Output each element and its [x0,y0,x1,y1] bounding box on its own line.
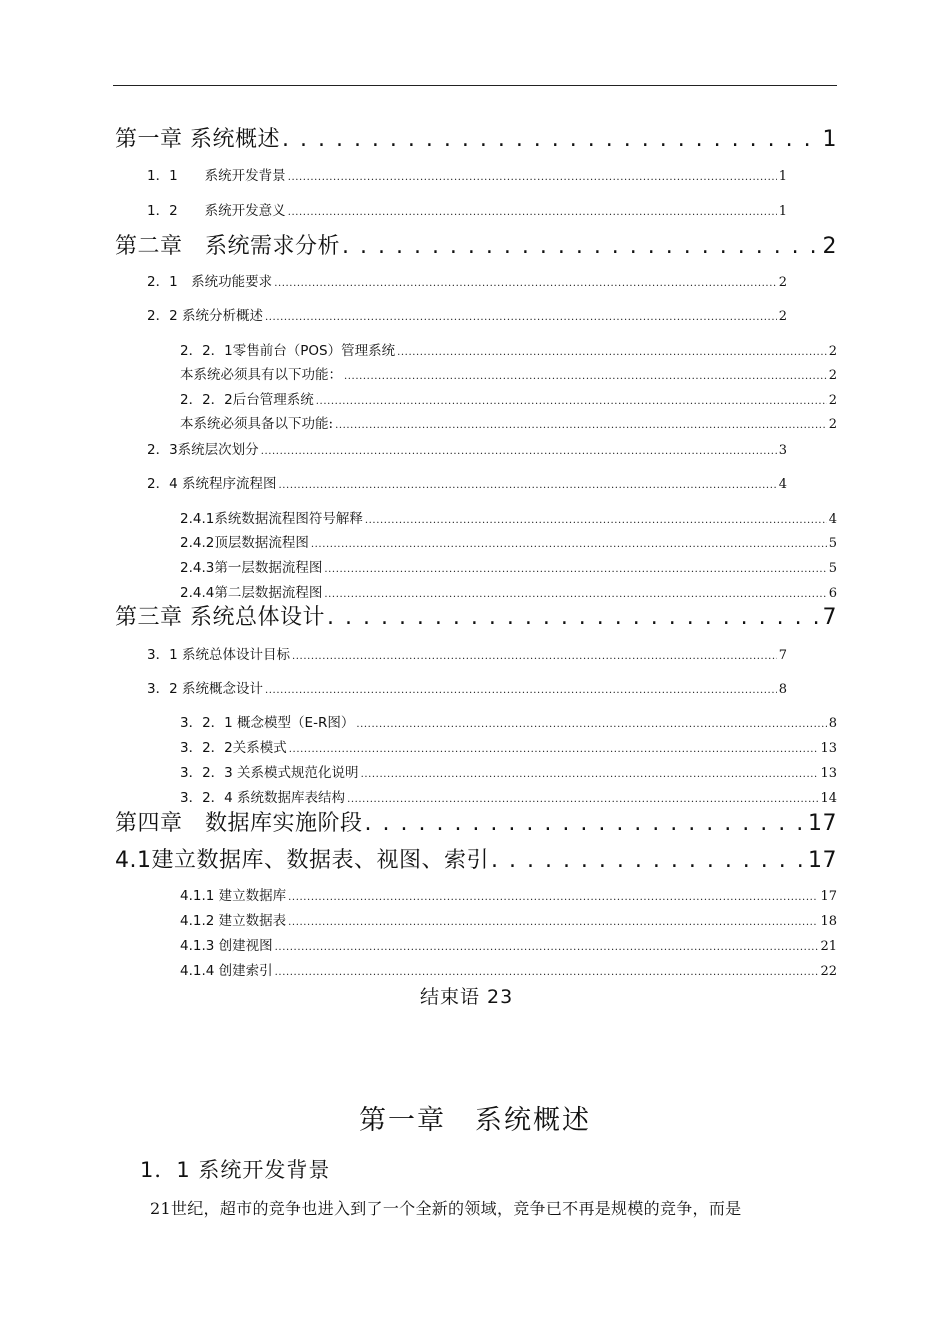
toc-page-number: 13 [820,741,837,756]
toc-entry[interactable] [147,304,787,324]
toc-entry[interactable] [180,339,837,359]
toc-entry-text: 4.1建立数据库、数据表、视图、索引 [115,848,489,873]
toc-leader [327,607,821,629]
toc-page-number: 1 [778,204,787,219]
toc-page-number: 2 [828,344,837,359]
toc-entry[interactable] [147,677,787,697]
toc-entry-text: 3．2．2关系模式 [180,740,287,756]
toc-entry[interactable] [147,164,787,184]
toc-entry-text: 4.1.1 建立数据库 [180,888,287,904]
toc-leader [288,913,818,929]
toc-page-number: 13 [820,766,837,781]
toc-entry-text: 3．2．3 关系模式规范化说明 [180,765,359,781]
toc-leader [289,740,819,756]
toc-entry-text: 3．2．1 概念模型（E-R图） [180,715,355,731]
header-rule [113,85,837,86]
toc-page-number: 8 [828,716,837,731]
toc-page-number: 2 [828,417,837,432]
toc-entry-text: 3．2 系统概念设计 [147,681,263,697]
toc-ending-entry[interactable]: 结束语 23 [420,986,514,1008]
toc-leader [311,535,827,551]
toc-leader [324,560,826,576]
toc-entry[interactable] [180,959,837,979]
toc-entry-text: 4.1.2 建立数据表 [180,913,287,929]
toc-page-number: 21 [820,939,837,954]
toc-leader [397,343,827,359]
toc-leader [344,367,827,383]
toc-leader [292,647,777,663]
toc-entry-text: 2．2 系统分析概述 [147,308,263,324]
toc-entry[interactable] [180,388,837,408]
toc-page-number: 2 [828,393,837,408]
toc-page-number: 1 [778,169,787,184]
toc-page-number: 17 [808,811,837,836]
toc-entry-text: 3．2．4 系统数据库表结构 [180,790,346,806]
toc-page-number: 17 [808,848,837,873]
toc-entry-text: 1．1 系统开发背景 [147,168,286,184]
toc-leader [288,203,777,219]
toc-entry[interactable] [115,122,837,153]
toc-page-number: 2 [822,234,837,259]
toc-entry[interactable] [180,786,837,806]
toc-entry-text: 本系统必须具备以下功能: [180,416,334,432]
toc-leader [282,129,821,151]
toc-entry-text: 4.1.3 创建视图 [180,938,273,954]
toc-leader [288,168,777,184]
toc-leader [278,476,776,492]
toc-entry-text: 第三章 系统总体设计 [115,605,325,630]
toc-entry[interactable] [180,736,837,756]
toc-entry[interactable] [180,581,837,601]
toc-leader [342,236,820,258]
toc-entry-text: 第四章 数据库实施阶段 [115,811,363,836]
toc-leader [274,274,777,290]
toc-entry-text: 2．2．2后台管理系统 [180,392,314,408]
toc-page-number: 2 [828,368,837,383]
toc-entry[interactable] [180,761,837,781]
toc-entry[interactable] [147,472,787,492]
toc-entry[interactable] [115,600,837,631]
toc-entry[interactable] [180,363,837,383]
toc-entry-text: 2．1 系统功能要求 [147,274,273,290]
toc-entry[interactable] [115,806,837,837]
toc-page-number: 2 [778,309,787,324]
toc-page-number: 6 [828,586,837,601]
toc-entry[interactable] [180,711,837,731]
toc-leader [347,790,818,806]
toc-page-number: 22 [820,964,837,979]
toc-entry[interactable] [147,270,787,290]
toc-entry[interactable] [115,843,837,874]
toc-leader [265,308,777,324]
section-title: 1．1 系统开发背景 [140,1158,331,1182]
toc-leader [288,888,818,904]
toc-entry-text: 1．2 系统开发意义 [147,203,286,219]
toc-entry-text: 2.4.4第二层数据流程图 [180,585,323,601]
toc-entry[interactable] [180,531,837,551]
toc-entry-text: 第一章 系统概述 [115,127,280,152]
toc-entry[interactable] [147,643,787,663]
toc-entry[interactable] [147,438,787,458]
toc-entry[interactable] [115,229,837,260]
toc-entry-text: 第二章 系统需求分析 [115,234,341,259]
toc-entry[interactable] [180,884,837,904]
chapter-title: 第一章 系统概述 [359,1105,591,1136]
toc-leader [491,850,806,872]
toc-entry-text: 2.4.3第一层数据流程图 [180,560,323,576]
toc-leader [261,442,777,458]
toc-page-number: 14 [820,791,837,806]
toc-entry[interactable] [180,909,837,929]
toc-page-number: 5 [828,561,837,576]
toc-entry[interactable] [180,556,837,576]
toc-page-number: 7 [778,648,787,663]
toc-entry-text: 3．1 系统总体设计目标 [147,647,290,663]
toc-leader [361,765,819,781]
toc-entry[interactable] [180,507,837,527]
toc-entry-text: 2．4 系统程序流程图 [147,476,277,492]
toc-entry-text: 2．2．1零售前台（POS）管理系统 [180,343,396,359]
toc-page-number: 3 [778,443,787,458]
toc-entry-text: 2.4.2顶层数据流程图 [180,535,309,551]
toc-leader [316,392,827,408]
toc-leader [365,511,827,527]
toc-page-number: 8 [778,682,787,697]
toc-entry[interactable] [180,412,837,432]
toc-entry-text: 本系统必须具有以下功能： [180,367,342,383]
toc-leader [275,938,819,954]
toc-leader [356,715,826,731]
toc-entry-text: 2．3系统层次划分 [147,442,259,458]
toc-leader [275,963,819,979]
toc-leader [365,813,806,835]
toc-leader [335,416,827,432]
toc-page-number: 5 [828,536,837,551]
toc-entry-text: 4.1.4 创建索引 [180,963,273,979]
toc-page-number: 4 [778,477,787,492]
toc-page-number: 2 [778,275,787,290]
toc-page-number: 18 [820,914,837,929]
toc-page-number: 17 [820,889,837,904]
toc-page-number: 7 [822,605,837,630]
toc-entry[interactable] [180,934,837,954]
toc-entry-text: 2.4.1系统数据流程图符号解释 [180,511,363,527]
toc-page-number: 4 [828,512,837,527]
body-paragraph: 21世纪，超市的竞争也进入到了一个全新的领域，竞争已不再是规模的竞争，而是 [150,1199,742,1218]
toc-page-number: 1 [822,127,837,152]
toc-leader [265,681,777,697]
toc-entry[interactable] [147,199,787,219]
toc-leader [324,585,826,601]
